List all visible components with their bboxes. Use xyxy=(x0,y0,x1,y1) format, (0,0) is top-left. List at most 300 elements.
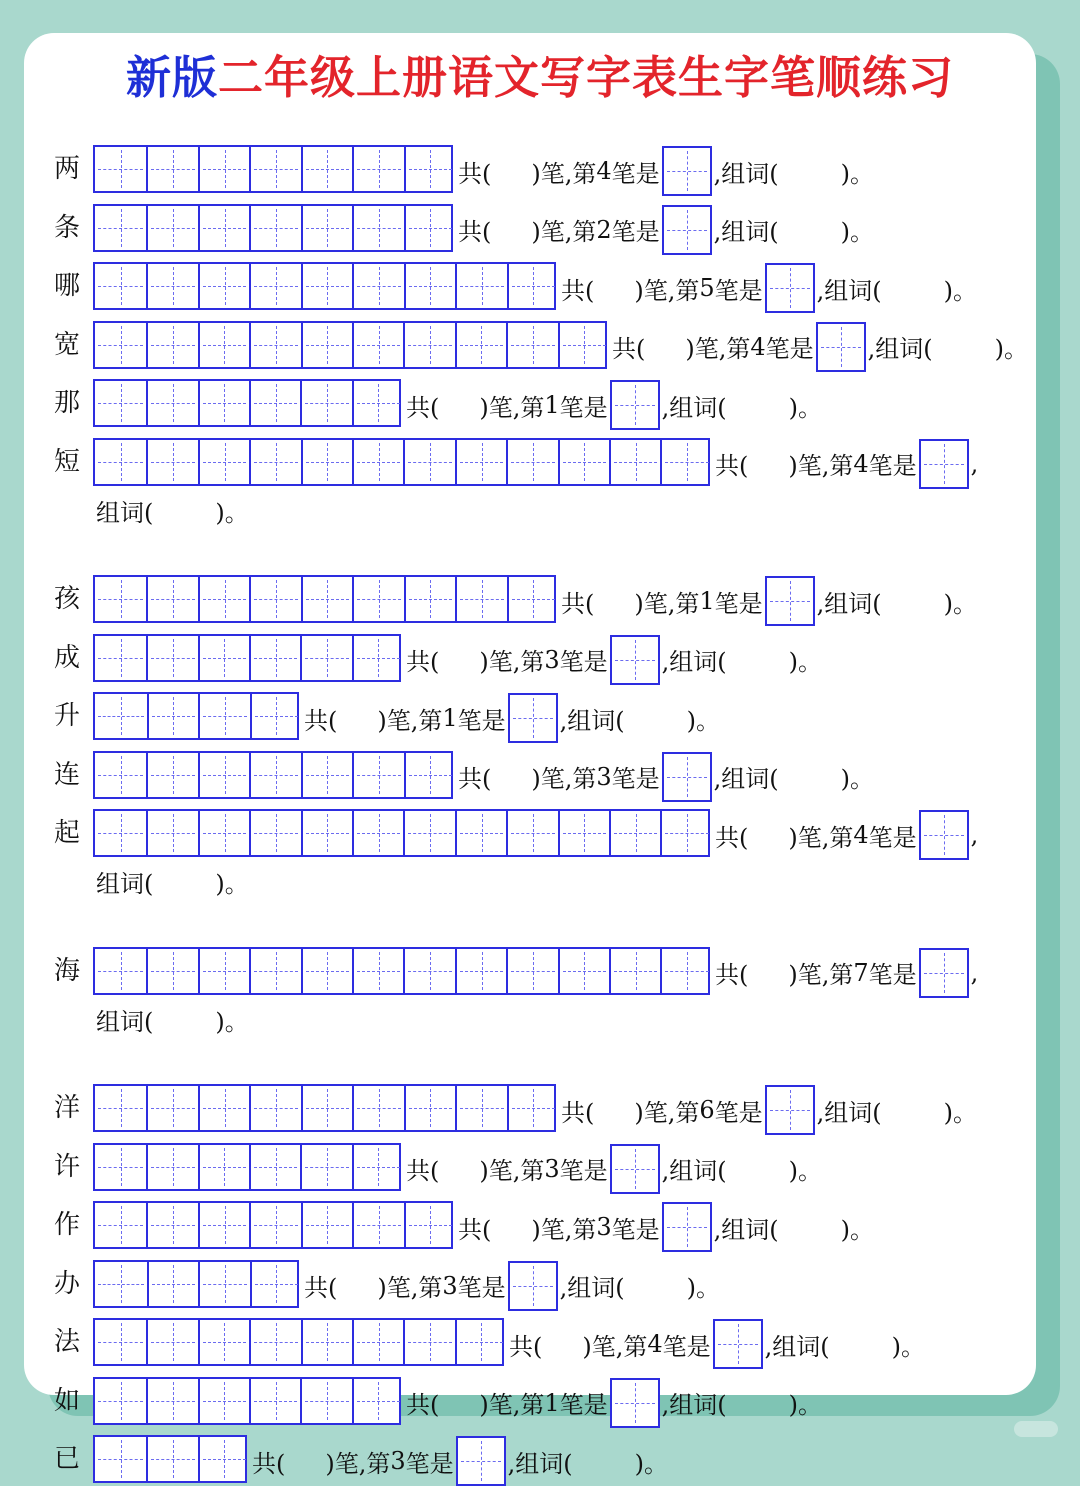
target-character: 洋 xyxy=(53,1093,80,1123)
writing-cell[interactable] xyxy=(95,949,146,993)
writing-cell[interactable] xyxy=(455,811,506,855)
stroke-order-grid[interactable] xyxy=(93,1201,453,1249)
writing-cell[interactable] xyxy=(404,577,455,621)
writing-cell[interactable] xyxy=(352,381,403,425)
writing-cell[interactable] xyxy=(198,1203,249,1247)
writing-cell[interactable] xyxy=(146,440,197,484)
writing-cell[interactable] xyxy=(301,577,352,621)
nth-prefix: 第 xyxy=(418,706,443,735)
writing-cell[interactable] xyxy=(146,381,197,425)
answer-stroke-box[interactable] xyxy=(765,576,815,626)
writing-cell[interactable] xyxy=(301,811,352,855)
question-text xyxy=(252,1437,668,1485)
phrase-label: ,组词( xyxy=(713,1215,779,1244)
writing-cell[interactable] xyxy=(300,636,351,680)
strokes-label: )笔, xyxy=(634,589,676,618)
strokes-label: )笔, xyxy=(479,1157,521,1185)
nth-number: 4 xyxy=(853,449,869,478)
writing-cell[interactable] xyxy=(301,1320,352,1364)
writing-cell[interactable] xyxy=(198,949,249,993)
writing-cell[interactable] xyxy=(146,1320,197,1364)
stroke-order-grid[interactable] xyxy=(93,751,453,799)
writing-cell[interactable] xyxy=(95,753,146,797)
writing-cell[interactable] xyxy=(249,440,300,484)
question-text xyxy=(561,1086,977,1134)
writing-cell[interactable] xyxy=(352,1320,403,1364)
writing-cell[interactable] xyxy=(352,1145,403,1189)
comma: , xyxy=(970,821,979,849)
nth-number: 4 xyxy=(596,157,612,185)
nth-prefix: 第 xyxy=(572,159,597,188)
writing-cell[interactable] xyxy=(198,694,250,738)
answer-stroke-box[interactable] xyxy=(508,693,558,743)
writing-cell[interactable] xyxy=(198,323,249,367)
target-character: 起 xyxy=(53,818,80,848)
question-text xyxy=(406,381,822,429)
writing-cell[interactable] xyxy=(506,949,557,993)
stroke-order-grid[interactable] xyxy=(93,1260,299,1308)
writing-cell[interactable] xyxy=(352,811,403,855)
end-label: )。 xyxy=(891,1332,926,1361)
target-character: 那 xyxy=(53,388,80,418)
writing-cell[interactable] xyxy=(249,949,300,993)
target-character: 宽 xyxy=(53,329,80,360)
writing-cell[interactable] xyxy=(198,1262,250,1306)
end-label: )。 xyxy=(788,393,823,422)
writing-cell[interactable] xyxy=(198,636,249,680)
stroke-order-grid[interactable] xyxy=(93,575,556,623)
nth-number: 1 xyxy=(544,391,560,419)
nth-suffix: 笔是 xyxy=(559,648,608,676)
stroke-order-grid[interactable] xyxy=(93,1318,504,1366)
writing-cell[interactable] xyxy=(507,577,558,621)
writing-cell[interactable] xyxy=(249,1320,300,1364)
writing-cell[interactable] xyxy=(352,636,403,680)
writing-cell[interactable] xyxy=(506,440,557,484)
writing-cell[interactable] xyxy=(352,206,403,250)
nth-suffix: 笔是 xyxy=(868,452,917,480)
writing-cell[interactable] xyxy=(147,694,199,738)
writing-cell[interactable] xyxy=(95,636,146,680)
writing-cell[interactable] xyxy=(146,206,197,250)
target-character: 哪 xyxy=(53,271,80,301)
nth-number: 3 xyxy=(442,1271,458,1300)
total-label: 共( xyxy=(509,1332,543,1361)
writing-cell[interactable] xyxy=(95,1262,147,1306)
writing-cell[interactable] xyxy=(300,1145,351,1189)
stroke-order-grid[interactable] xyxy=(93,321,607,369)
writing-cell[interactable] xyxy=(146,753,197,797)
question-text xyxy=(561,264,977,312)
writing-cell[interactable] xyxy=(249,147,300,191)
question-text xyxy=(458,1203,874,1251)
strokes-label: )笔, xyxy=(377,1274,419,1302)
writing-cell[interactable] xyxy=(95,811,146,855)
writing-cell[interactable] xyxy=(455,577,506,621)
writing-cell[interactable] xyxy=(506,811,557,855)
writing-cell[interactable] xyxy=(249,206,300,250)
writing-cell[interactable] xyxy=(146,949,197,993)
phrase-label: ,组词( xyxy=(713,765,779,793)
strokes-label: )笔, xyxy=(634,276,676,305)
strokes-label: )笔, xyxy=(582,1332,624,1361)
title-main: 二年级上册语文写字表生字笔顺练习 xyxy=(218,51,955,104)
writing-cell[interactable] xyxy=(301,323,352,367)
writing-cell[interactable] xyxy=(301,753,352,797)
writing-cell[interactable] xyxy=(506,323,557,367)
end-label: )。 xyxy=(215,498,249,527)
writing-cell[interactable] xyxy=(558,440,609,484)
total-label: 共( xyxy=(252,1449,286,1478)
end-label: )。 xyxy=(994,335,1029,363)
phrase-label: ,组词( xyxy=(661,393,727,422)
writing-cell[interactable] xyxy=(455,1320,506,1364)
writing-cell[interactable] xyxy=(352,147,403,191)
writing-cell[interactable] xyxy=(198,440,249,484)
nth-suffix: 笔是 xyxy=(765,335,814,363)
strokes-label: )笔, xyxy=(788,823,830,852)
writing-cell[interactable] xyxy=(249,1203,300,1247)
writing-cell[interactable] xyxy=(352,577,403,621)
writing-cell[interactable] xyxy=(146,1086,197,1130)
writing-cell[interactable] xyxy=(95,1203,146,1247)
answer-stroke-box[interactable] xyxy=(765,263,815,313)
answer-stroke-box[interactable] xyxy=(610,635,660,685)
writing-cell[interactable] xyxy=(660,811,711,855)
answer-stroke-box[interactable] xyxy=(456,1436,506,1486)
nth-prefix: 第 xyxy=(829,452,854,480)
writing-cell[interactable] xyxy=(300,381,351,425)
total-label: 共( xyxy=(406,1157,440,1185)
end-label: )。 xyxy=(788,1391,823,1419)
writing-cell[interactable] xyxy=(198,381,249,425)
nth-prefix: 第 xyxy=(572,1215,597,1244)
total-label: 共( xyxy=(458,1215,492,1244)
target-character: 如 xyxy=(53,1385,80,1416)
phrase-label: ,组词( xyxy=(507,1449,573,1478)
nth-prefix: 第 xyxy=(418,1274,443,1302)
writing-cell[interactable] xyxy=(95,1437,146,1481)
nth-prefix: 第 xyxy=(675,589,700,618)
writing-cell[interactable] xyxy=(249,264,300,308)
question-text xyxy=(561,577,977,625)
writing-cell[interactable] xyxy=(146,811,197,855)
writing-cell[interactable] xyxy=(198,147,249,191)
writing-cell[interactable] xyxy=(301,206,352,250)
nth-suffix: 笔是 xyxy=(457,706,506,735)
total-label: 共( xyxy=(561,276,595,305)
answer-stroke-box[interactable] xyxy=(919,810,969,860)
wrapped-phrase-line xyxy=(96,495,249,531)
watermark xyxy=(1014,1421,1058,1437)
stroke-order-grid[interactable] xyxy=(93,1143,401,1191)
writing-cell[interactable] xyxy=(249,1379,300,1423)
writing-cell[interactable] xyxy=(95,694,147,738)
total-label: 共( xyxy=(406,393,440,422)
end-label: )。 xyxy=(215,870,249,898)
writing-cell[interactable] xyxy=(301,949,352,993)
writing-cell[interactable] xyxy=(455,1086,506,1130)
nth-suffix: 笔是 xyxy=(405,1449,454,1478)
writing-cell[interactable] xyxy=(198,811,249,855)
writing-cell[interactable] xyxy=(250,1262,302,1306)
nth-suffix: 笔是 xyxy=(714,1098,763,1127)
question-text xyxy=(406,1145,822,1193)
nth-number: 3 xyxy=(596,1213,612,1241)
answer-stroke-box[interactable] xyxy=(610,1144,660,1194)
writing-cell[interactable] xyxy=(403,811,454,855)
writing-cell[interactable] xyxy=(558,811,609,855)
writing-cell[interactable] xyxy=(609,440,660,484)
total-label: 共( xyxy=(304,706,338,735)
writing-cell[interactable] xyxy=(352,753,403,797)
writing-cell[interactable] xyxy=(198,1086,249,1130)
nth-number: 4 xyxy=(853,821,869,849)
answer-stroke-box[interactable] xyxy=(816,322,866,372)
writing-cell[interactable] xyxy=(455,323,506,367)
phrase-label: 组词( xyxy=(96,870,154,898)
writing-cell[interactable] xyxy=(352,323,403,367)
total-label: 共( xyxy=(458,765,492,793)
writing-cell[interactable] xyxy=(455,440,506,484)
strokes-label: )笔, xyxy=(325,1449,367,1478)
writing-cell[interactable] xyxy=(507,1086,558,1130)
nth-suffix: 笔是 xyxy=(611,218,660,246)
writing-cell[interactable] xyxy=(95,1320,146,1364)
nth-number: 1 xyxy=(699,587,715,615)
writing-cell[interactable] xyxy=(249,636,300,680)
writing-cell[interactable] xyxy=(352,1203,403,1247)
writing-cell[interactable] xyxy=(146,323,197,367)
target-character: 许 xyxy=(53,1151,80,1182)
total-label: 共( xyxy=(458,218,492,246)
target-character: 法 xyxy=(53,1327,80,1357)
writing-cell[interactable] xyxy=(249,753,300,797)
writing-cell[interactable] xyxy=(198,753,249,797)
stroke-order-grid[interactable] xyxy=(93,1084,556,1132)
end-label: )。 xyxy=(686,706,721,735)
total-label: 共( xyxy=(612,335,646,363)
total-label: 共( xyxy=(715,961,749,989)
end-label: )。 xyxy=(840,1215,875,1244)
writing-cell[interactable] xyxy=(249,811,300,855)
stroke-order-grid[interactable] xyxy=(93,379,401,427)
end-label: )。 xyxy=(943,589,978,618)
writing-cell[interactable] xyxy=(250,694,302,738)
question-text xyxy=(406,1379,822,1427)
writing-cell[interactable] xyxy=(249,323,300,367)
stroke-order-grid[interactable] xyxy=(93,947,710,995)
nth-prefix: 第 xyxy=(520,1157,545,1185)
answer-stroke-box[interactable] xyxy=(765,1085,815,1135)
writing-cell[interactable] xyxy=(558,949,609,993)
writing-cell[interactable] xyxy=(609,811,660,855)
answer-stroke-box[interactable] xyxy=(662,146,712,196)
nth-suffix: 笔是 xyxy=(868,961,917,989)
answer-stroke-box[interactable] xyxy=(508,1261,558,1311)
writing-cell[interactable] xyxy=(558,323,609,367)
target-character: 两 xyxy=(53,154,80,184)
title-prefix: 新版 xyxy=(125,51,218,104)
nth-prefix: 第 xyxy=(520,1391,545,1419)
writing-cell[interactable] xyxy=(404,147,455,191)
writing-cell[interactable] xyxy=(403,949,454,993)
total-label: 共( xyxy=(406,1391,440,1419)
writing-cell[interactable] xyxy=(352,949,403,993)
writing-cell[interactable] xyxy=(301,1203,352,1247)
writing-cell[interactable] xyxy=(660,440,711,484)
answer-stroke-box[interactable] xyxy=(919,439,969,489)
writing-cell[interactable] xyxy=(455,264,506,308)
writing-cell[interactable] xyxy=(301,440,352,484)
writing-cell[interactable] xyxy=(404,1086,455,1130)
writing-cell[interactable] xyxy=(95,577,146,621)
total-label: 共( xyxy=(715,823,749,852)
question-text xyxy=(715,811,978,859)
strokes-label: )笔, xyxy=(531,159,573,188)
writing-cell[interactable] xyxy=(146,1379,197,1423)
strokes-label: )笔, xyxy=(377,706,419,735)
nth-suffix: 笔是 xyxy=(559,393,608,422)
nth-prefix: 第 xyxy=(675,1098,700,1127)
target-character: 已 xyxy=(53,1444,80,1474)
writing-cell[interactable] xyxy=(249,381,300,425)
writing-cell[interactable] xyxy=(146,636,197,680)
question-text xyxy=(406,636,822,684)
writing-cell[interactable] xyxy=(198,1379,249,1423)
stroke-order-grid[interactable] xyxy=(93,1435,247,1483)
nth-prefix: 第 xyxy=(366,1449,391,1478)
stroke-order-grid[interactable] xyxy=(93,204,453,252)
writing-cell[interactable] xyxy=(198,577,249,621)
writing-cell[interactable] xyxy=(198,206,249,250)
end-label: )。 xyxy=(215,1007,249,1036)
writing-cell[interactable] xyxy=(146,1437,197,1481)
question-text xyxy=(509,1320,925,1368)
writing-cell[interactable] xyxy=(404,206,455,250)
writing-cell[interactable] xyxy=(249,577,300,621)
stroke-order-grid[interactable] xyxy=(93,634,401,682)
nth-number: 2 xyxy=(596,215,612,244)
end-label: )。 xyxy=(943,276,978,305)
writing-cell[interactable] xyxy=(198,1437,249,1481)
nth-prefix: 第 xyxy=(572,765,597,793)
writing-cell[interactable] xyxy=(198,1320,249,1364)
answer-stroke-box[interactable] xyxy=(610,1378,660,1428)
writing-cell[interactable] xyxy=(146,264,197,308)
writing-cell[interactable] xyxy=(146,1203,197,1247)
nth-number: 6 xyxy=(699,1096,715,1124)
writing-cell[interactable] xyxy=(95,381,146,425)
question-text xyxy=(612,323,1028,371)
nth-suffix: 笔是 xyxy=(457,1274,506,1302)
writing-cell[interactable] xyxy=(301,1086,352,1130)
writing-cell[interactable] xyxy=(609,949,660,993)
writing-cell[interactable] xyxy=(95,264,146,308)
writing-cell[interactable] xyxy=(300,1379,351,1423)
phrase-label: ,组词( xyxy=(661,1391,727,1419)
writing-cell[interactable] xyxy=(352,264,403,308)
stroke-order-grid[interactable] xyxy=(93,438,710,486)
writing-cell[interactable] xyxy=(249,1145,300,1189)
writing-cell[interactable] xyxy=(404,264,455,308)
answer-stroke-box[interactable] xyxy=(662,1202,712,1252)
writing-cell[interactable] xyxy=(95,1379,146,1423)
nth-number: 1 xyxy=(544,1388,560,1417)
target-character: 短 xyxy=(53,446,80,477)
stroke-order-grid[interactable] xyxy=(93,809,710,857)
writing-cell[interactable] xyxy=(146,1145,197,1189)
writing-cell[interactable] xyxy=(352,440,403,484)
phrase-label: ,组词( xyxy=(816,589,882,618)
writing-cell[interactable] xyxy=(403,323,454,367)
writing-cell[interactable] xyxy=(146,577,197,621)
writing-cell[interactable] xyxy=(352,1086,403,1130)
answer-stroke-box[interactable] xyxy=(662,752,712,802)
writing-cell[interactable] xyxy=(403,1320,454,1364)
strokes-label: )笔, xyxy=(531,1215,573,1244)
answer-stroke-box[interactable] xyxy=(610,380,660,430)
writing-cell[interactable] xyxy=(95,1145,146,1189)
writing-cell[interactable] xyxy=(95,206,146,250)
answer-stroke-box[interactable] xyxy=(662,205,712,255)
writing-cell[interactable] xyxy=(95,323,146,367)
writing-cell[interactable] xyxy=(507,264,558,308)
writing-cell[interactable] xyxy=(198,1145,249,1189)
nth-number: 5 xyxy=(699,274,715,302)
writing-cell[interactable] xyxy=(95,147,146,191)
question-text xyxy=(458,753,874,801)
nth-prefix: 第 xyxy=(623,1332,648,1361)
writing-cell[interactable] xyxy=(455,949,506,993)
stroke-order-grid[interactable] xyxy=(93,145,453,193)
nth-number: 3 xyxy=(596,762,612,791)
end-label: )。 xyxy=(840,765,875,793)
question-text xyxy=(458,206,874,254)
strokes-label: )笔, xyxy=(685,335,727,363)
writing-cell[interactable] xyxy=(404,1203,455,1247)
target-character: 办 xyxy=(53,1268,80,1299)
writing-cell[interactable] xyxy=(146,147,197,191)
writing-cell[interactable] xyxy=(403,440,454,484)
nth-prefix: 第 xyxy=(520,393,545,422)
writing-cell[interactable] xyxy=(198,264,249,308)
strokes-label: )笔, xyxy=(531,765,573,793)
nth-suffix: 笔是 xyxy=(868,823,917,852)
answer-stroke-box[interactable] xyxy=(713,1319,763,1369)
strokes-label: )笔, xyxy=(634,1098,676,1127)
writing-cell[interactable] xyxy=(660,949,711,993)
stroke-order-grid[interactable] xyxy=(93,692,299,740)
writing-cell[interactable] xyxy=(147,1262,199,1306)
nth-suffix: 笔是 xyxy=(611,765,660,793)
nth-number: 3 xyxy=(544,1154,560,1183)
stroke-order-grid[interactable] xyxy=(93,262,556,310)
strokes-label: )笔, xyxy=(479,648,521,676)
writing-cell[interactable] xyxy=(249,1086,300,1130)
end-label: )。 xyxy=(788,648,823,676)
answer-stroke-box[interactable] xyxy=(919,948,969,998)
writing-cell[interactable] xyxy=(301,264,352,308)
writing-cell[interactable] xyxy=(95,1086,146,1130)
writing-cell[interactable] xyxy=(352,1379,403,1423)
writing-cell[interactable] xyxy=(404,753,455,797)
writing-cell[interactable] xyxy=(95,440,146,484)
writing-cell[interactable] xyxy=(301,147,352,191)
stroke-order-grid[interactable] xyxy=(93,1377,401,1425)
strokes-label: )笔, xyxy=(531,218,573,246)
end-label: )。 xyxy=(840,159,875,188)
